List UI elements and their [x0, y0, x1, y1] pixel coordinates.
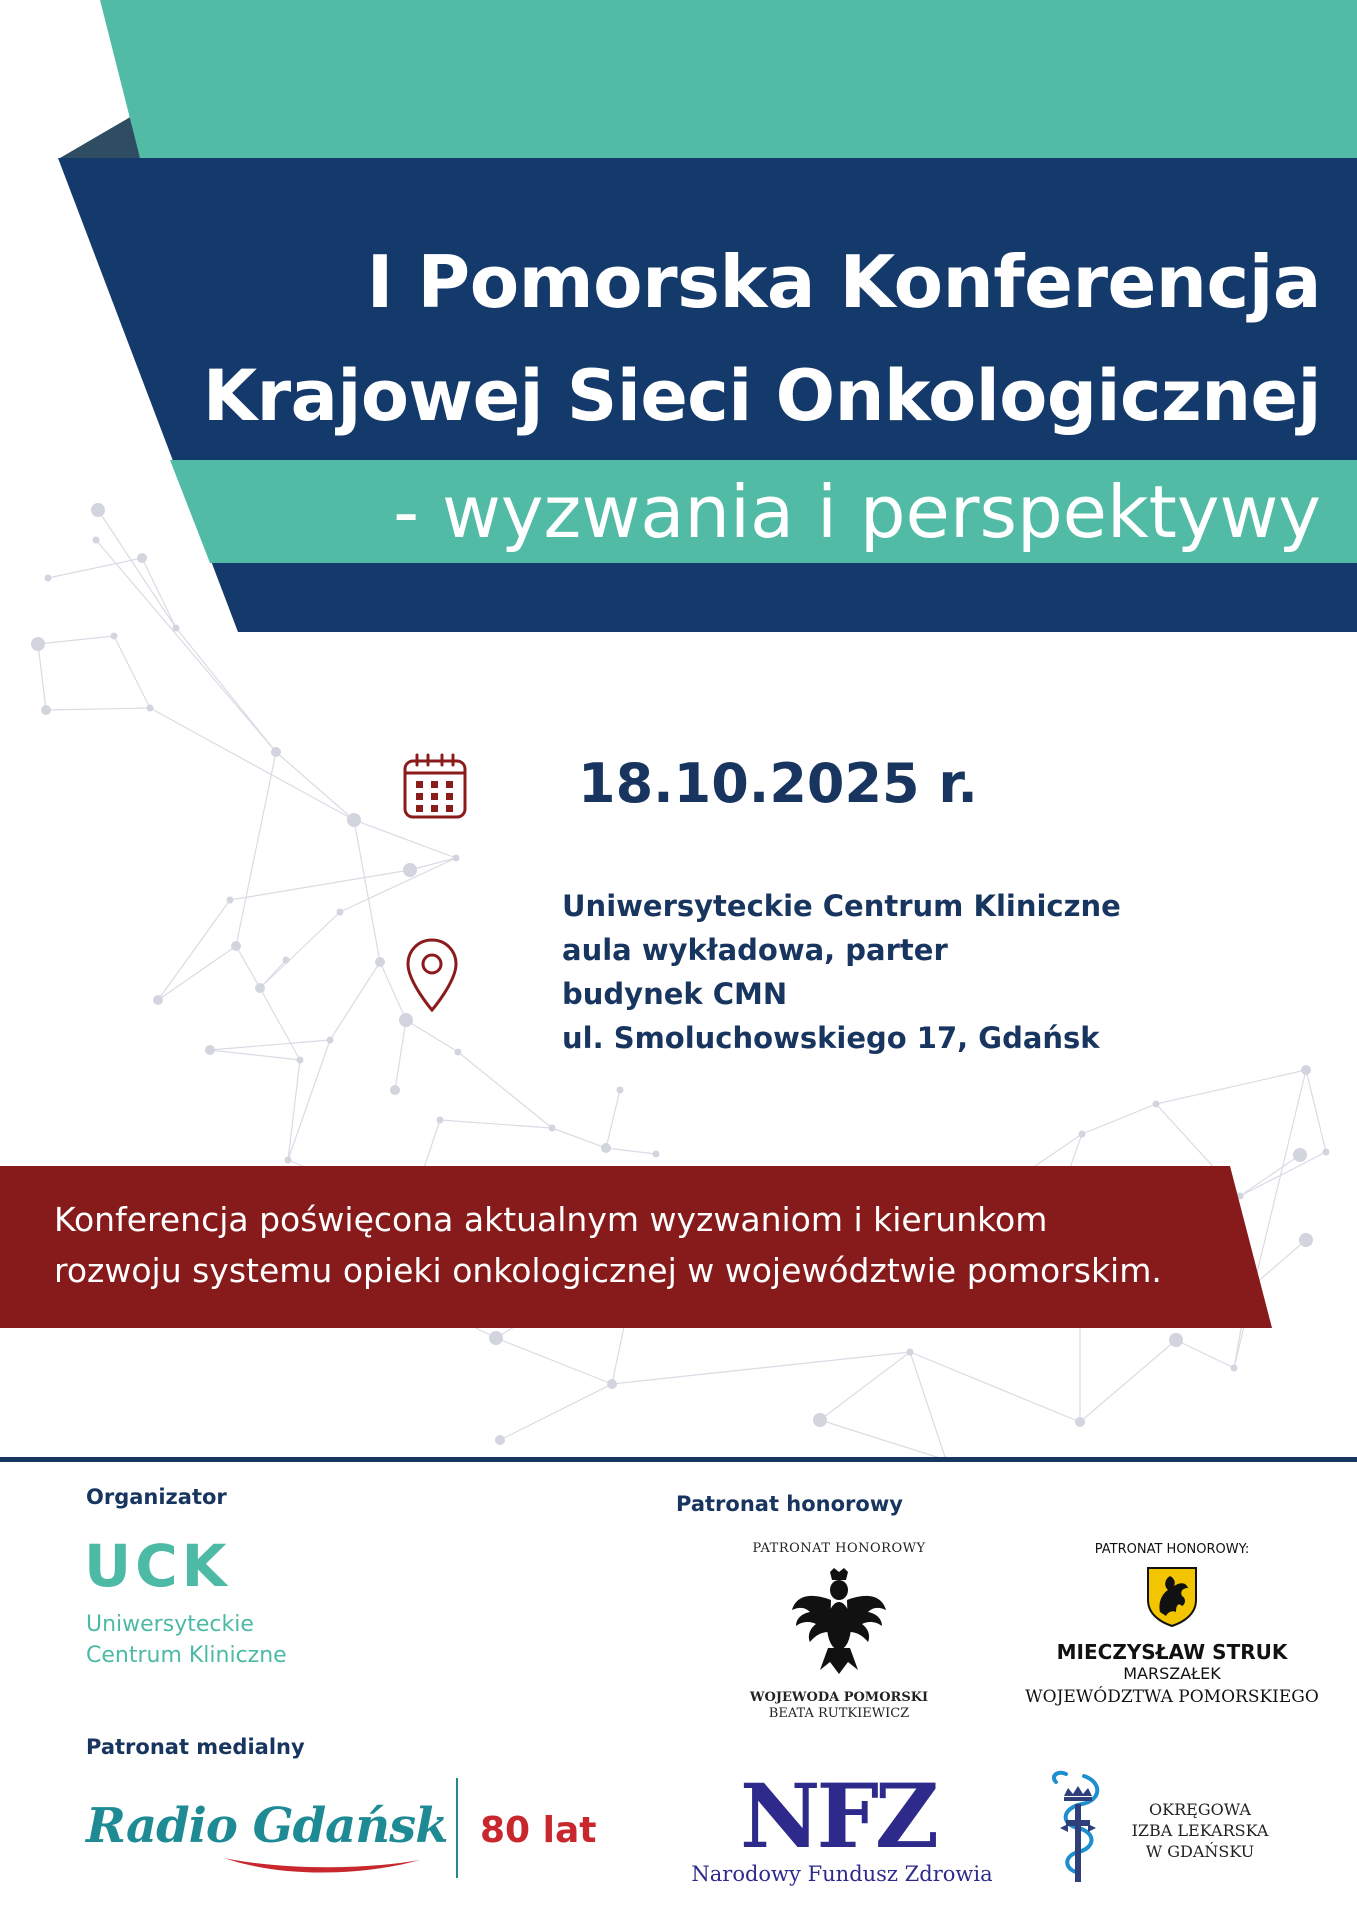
network-dot — [205, 1045, 215, 1055]
address-line: ul. Smoluchowskiego 17, Gdańsk — [562, 1021, 1100, 1055]
network-dot — [1231, 1365, 1238, 1372]
description-band — [0, 1166, 1357, 1328]
voivode-patron-caption: PATRONAT HONOROWY — [752, 1541, 926, 1556]
voivode-title: WOJEWODA POMORSKI — [749, 1690, 929, 1705]
network-line — [552, 1128, 606, 1148]
network-dot — [617, 1087, 624, 1094]
network-line — [606, 1090, 620, 1148]
network-line — [500, 1384, 612, 1440]
network-line — [236, 946, 260, 988]
network-dot — [455, 1049, 462, 1056]
network-dot — [489, 1331, 503, 1345]
network-dot — [231, 941, 241, 951]
network-line — [330, 962, 380, 1040]
footer-divider — [0, 1457, 1357, 1462]
voivode-name: BEATA RUTKIEWICZ — [768, 1706, 910, 1721]
network-line — [276, 752, 354, 820]
description-line-1: Konferencja poświęcona aktualnym wyzwaniom i kierunkom — [54, 1200, 1048, 1239]
network-dot — [403, 863, 417, 877]
uck-logo-line-2: Centrum Kliniczne — [86, 1643, 287, 1668]
network-dot — [271, 747, 281, 757]
network-dot — [227, 897, 234, 904]
network-dot — [297, 1057, 304, 1064]
network-line — [1080, 1340, 1176, 1422]
oil-line-1: OKRĘGOWA — [1149, 1800, 1251, 1819]
network-line — [210, 1040, 330, 1050]
nfz-name: Narodowy Fundusz Zdrowia — [691, 1862, 993, 1886]
network-dot — [375, 957, 385, 967]
network-line — [496, 1338, 612, 1384]
oil-line-2: IZBA LEKARSKA — [1131, 1821, 1269, 1840]
network-dot — [495, 1435, 505, 1445]
network-dot — [1075, 1417, 1085, 1427]
network-dot — [601, 1143, 611, 1153]
organizer-label: Organizator — [86, 1485, 227, 1509]
address-line: aula wykładowa, parter — [562, 933, 948, 967]
map-pin-icon — [404, 936, 460, 1014]
network-dot — [1169, 1333, 1183, 1347]
network-line — [38, 644, 46, 710]
network-dot — [1323, 1149, 1330, 1156]
network-line — [1082, 1104, 1156, 1134]
network-line — [210, 1050, 300, 1060]
event-date: 18.10.2025 r. — [578, 752, 978, 815]
network-dot — [347, 813, 361, 827]
network-line — [114, 636, 150, 708]
network-dot — [1079, 1131, 1086, 1138]
oil-line-3: W GDAŃSKU — [1145, 1842, 1255, 1861]
subtitle: - wyzwania i perspektywy — [393, 470, 1321, 554]
network-dot — [153, 995, 163, 1005]
network-line — [354, 820, 380, 962]
marshal-role: MARSZAŁEK — [1123, 1664, 1221, 1683]
network-line — [230, 870, 410, 900]
title-line-2: Krajowej Sieci Onkologicznej — [202, 355, 1321, 437]
network-line — [606, 1148, 656, 1154]
network-line — [406, 1020, 458, 1052]
nfz-logo-mark: NFZ — [740, 1764, 936, 1868]
marshal-name: MIECZYSŁAW STRUK — [1056, 1640, 1288, 1664]
griffin-shield-icon — [1146, 1566, 1198, 1628]
network-line — [458, 1052, 552, 1128]
network-dot — [399, 1013, 413, 1027]
media-patron-label: Patronat medialny — [86, 1735, 305, 1759]
network-line — [612, 1352, 910, 1384]
radio-anniversary: 80 lat — [480, 1810, 597, 1851]
network-line — [340, 858, 456, 912]
address-line: Uniwersyteckie Centrum Kliniczne — [562, 889, 1121, 923]
network-line — [1176, 1340, 1234, 1368]
network-dot — [453, 855, 460, 862]
marshal-region: WOJEWÓDZTWA POMORSKIEGO — [1025, 1687, 1319, 1707]
network-dot — [653, 1151, 660, 1158]
network-line — [288, 1060, 300, 1160]
description-line-2: rozwoju systemu opieki onkologicznej w województwie pomorskim. — [54, 1251, 1162, 1290]
network-line — [440, 1120, 552, 1128]
network-dot — [283, 957, 290, 964]
address-line: budynek CMN — [562, 977, 788, 1011]
network-dot — [41, 705, 51, 715]
network-dot — [255, 983, 265, 993]
network-dot — [1153, 1101, 1160, 1108]
network-line — [1156, 1070, 1306, 1104]
network-dot — [607, 1379, 617, 1389]
marshal-patron-caption: PATRONAT HONOROWY: — [1094, 1542, 1250, 1557]
network-line — [260, 988, 300, 1060]
network-line — [150, 708, 354, 820]
radio-gdansk-logo: Radio Gdańsk — [86, 1798, 448, 1854]
network-line — [820, 1420, 946, 1460]
uck-logo-mark: UCK — [84, 1532, 231, 1600]
title-line-1: I Pomorska Konferencja — [366, 240, 1321, 324]
radio-swoosh-icon — [222, 1852, 422, 1876]
network-line — [1306, 1070, 1326, 1152]
network-line — [158, 900, 230, 1000]
network-line — [288, 1040, 330, 1160]
banner-shadow-corner — [60, 116, 140, 158]
network-dot — [147, 705, 154, 712]
network-dot — [437, 1117, 444, 1124]
network-line — [910, 1352, 1080, 1422]
network-dot — [337, 909, 344, 916]
network-line — [158, 946, 236, 1000]
network-line — [46, 708, 150, 710]
network-line — [910, 1352, 946, 1460]
network-line — [236, 752, 276, 946]
network-line — [260, 912, 340, 988]
network-line — [380, 962, 406, 1020]
network-dot — [1293, 1148, 1307, 1162]
network-dot — [813, 1413, 827, 1427]
honorary-patron-label: Patronat honorowy — [676, 1492, 903, 1516]
network-line — [260, 960, 286, 988]
network-line — [176, 628, 276, 752]
network-dot — [285, 1157, 292, 1164]
calendar-icon — [402, 752, 468, 820]
network-line — [354, 820, 456, 858]
banner-teal-top — [100, 0, 1357, 158]
network-dot — [327, 1037, 334, 1044]
network-dot — [549, 1125, 556, 1132]
network-line — [395, 1020, 406, 1090]
network-dot — [1301, 1065, 1311, 1075]
uck-logo-line-1: Uniwersyteckie — [86, 1612, 254, 1637]
polish-eagle-icon — [790, 1566, 888, 1676]
medical-chamber-emblem-icon — [1046, 1768, 1110, 1886]
network-line — [820, 1352, 910, 1420]
radio-logo-separator — [456, 1778, 458, 1878]
network-dot — [390, 1085, 400, 1095]
network-dot — [907, 1349, 914, 1356]
